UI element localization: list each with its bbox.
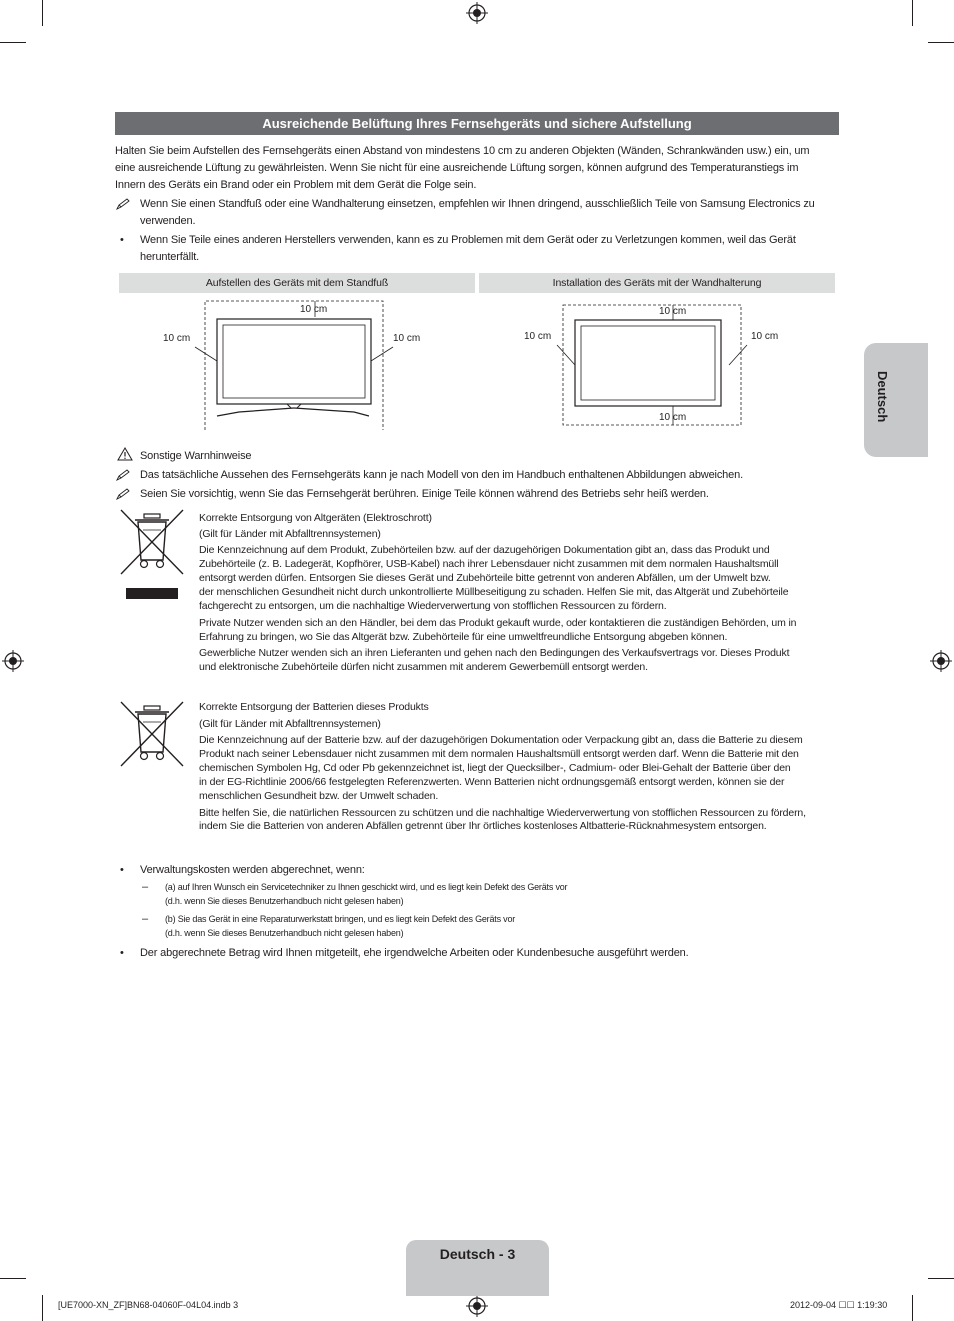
costs-item-a: (a) auf Ihren Wunsch ein Servicetechniker zu Ihnen geschickt wird, und es liegt kein Defekt des Geräts vor <box>165 882 568 892</box>
battery-line: menschlichen Gesundheit bzw. der Umwelt schaden. <box>199 790 439 802</box>
battery-help: indem Sie die Batterien von anderen Abfällen getrennt über Ihr örtliches kostenloses Altbatterie-Rücknahmesystem entsorgen. <box>199 820 767 832</box>
language-tab-label: Deutsch <box>875 371 890 423</box>
bullet-line: Wenn Sie Teile eines anderen Herstellers verwenden, kann es zu Problemen mit dem Gerät oder zu Verletzungen kommen, weil das Gerät <box>140 234 796 246</box>
weee-business: und elektronische Zubehörteile dürfen nicht zusammen mit anderem Gewerbemüll entsorgt werden. <box>199 661 648 673</box>
bullet-mark: • <box>120 864 124 876</box>
page-number-tab <box>406 1240 549 1296</box>
crop-mark <box>0 1278 26 1279</box>
print-file-info: [UE7000-XN_ZF]BN68-04060F-04L04.indb 3 <box>58 1300 239 1310</box>
dash-mark: – <box>142 913 149 925</box>
note-pencil-icon <box>116 198 131 210</box>
wall-figure-title: Installation des Geräts mit der Wandhalterung <box>479 273 835 293</box>
stand-mount-diagram <box>119 295 475 430</box>
weee-private: Erfahrung zu bringen, wo Sie das Altgerät bzw. Zubehörteile für eine umweltfreundliche Entsorgung abgeben können. <box>199 631 728 643</box>
battery-line: chemischen Symbolen Hg, Cd oder Pb gekennzeichnet ist, liegt der Quecksilber-, Cadmium- oder Blei-Gehalt der Batterie über den <box>199 762 791 774</box>
stand-figure-title: Aufstellen des Geräts mit dem Standfuß <box>119 273 475 293</box>
bullet-line: herunterfällt. <box>140 251 200 263</box>
costs-item-b: (b) Sie das Gerät in eine Reparaturwerkstatt bringen, und es liegt kein Defekt des Geräts vor <box>165 914 516 924</box>
weee-business: Gewerbliche Nutzer wenden sich an ihren Lieferanten und gehen nach den Bedingungen des Verkaufsvertrags vor. Dieses Produkt <box>199 647 790 659</box>
bullet-mark: • <box>120 947 124 959</box>
battery-line: Produkt nach seiner Lebensdauer nicht zusammen mit dem normalen Haushaltsmüll entsorgt werden darf. Wenn die Batterie mit den <box>199 748 799 760</box>
crop-mark <box>42 0 43 26</box>
crop-mark <box>0 42 26 43</box>
battery-subtitle: (Gilt für Länder mit Abfalltrennsystemen) <box>199 718 381 730</box>
weee-line: fachgerecht zu entsorgen, um die nachhaltige Wiederverwertung von stofflichen Ressourcen zu fördern. <box>199 600 667 612</box>
weee-title: Korrekte Entsorgung von Altgeräten (Elektroschrott) <box>199 512 432 524</box>
distance-label-right: 10 cm <box>751 331 779 342</box>
costs-item-b: (d.h. wenn Sie dieses Benutzerhandbuch nicht gelesen haben) <box>165 928 404 938</box>
note-pencil-icon <box>116 488 131 500</box>
battery-line: Die Kennzeichnung auf der Batterie bzw. auf der dazugehörigen Dokumentation oder Verpackung gibt an, dass die Batterie zu diesem <box>199 734 803 746</box>
page-number: Deutsch - 3 <box>439 1246 516 1262</box>
print-date-info: 2012-09-04 ☐☐ 1:19:30 <box>790 1300 888 1310</box>
costs-bullet: Verwaltungskosten werden abgerechnet, wenn: <box>140 864 365 876</box>
crop-mark <box>42 1295 43 1321</box>
distance-label-top: 10 cm <box>300 304 328 315</box>
registration-mark-icon <box>466 2 488 24</box>
battery-line: in der EG-Richtlinie 2006/66 festgelegten Referenzwerten. Wenn Batterien nicht ordnungsgemäß entsorgt werden, können sie der <box>199 776 785 788</box>
warnings-heading: Sonstige Warnhinweise <box>140 450 252 462</box>
wall-mount-diagram <box>479 295 835 430</box>
weee-line: Die Kennzeichnung auf dem Produkt, Zubehörteilen bzw. auf der dazugehörigen Dokumentation gibt an, dass das Produkt und <box>199 544 770 556</box>
warning-note: Seien Sie vorsichtig, wenn Sie das Fernsehgerät berühren. Einige Teile können während des Betriebs sehr heiß werden. <box>140 488 709 500</box>
distance-label-left: 10 cm <box>163 333 191 344</box>
intro-line: Innern des Geräts ein Brand oder ein Problem mit dem Gerät die Folge sein. <box>115 179 477 191</box>
crossed-out-battery-bin-icon <box>119 700 185 768</box>
costs-final: Der abgerechnete Betrag wird Ihnen mitgeteilt, ehe irgendwelche Arbeiten oder Kundenbesuche ausgeführt werden. <box>140 947 689 959</box>
weee-line: der menschlichen Gesundheit nicht durch unkontrollierte Müllbeseitigung zu schaden. Helfen Sie mit, das Altgerät und Zubehörteile <box>199 586 789 598</box>
distance-label-left: 10 cm <box>524 331 552 342</box>
weee-line: Zubehörteile (z. B. Ladegerät, Kopfhörer, USB-Kabel) nach ihrer Lebensdauer nicht zusammen mit dem normalen Haushaltsmüll <box>199 558 779 570</box>
distance-label-bottom: 10 cm <box>659 412 687 423</box>
crop-mark <box>912 1295 913 1321</box>
battery-help: Bitte helfen Sie, die natürlichen Ressourcen zu schützen und die nachhaltige Wiederverwertung von stofflichen Ressourcen zu fördern, <box>199 807 806 819</box>
weee-line: entsorgt werden dürfen. Entsorgen Sie dieses Gerät und Zubehörteile bitte getrennt von anderen Abfällen, um der Umwelt bzw. <box>199 572 771 584</box>
crop-mark <box>928 1278 954 1279</box>
weee-subtitle: (Gilt für Länder mit Abfalltrennsystemen) <box>199 528 381 540</box>
crop-mark <box>928 42 954 43</box>
weee-private: Private Nutzer wenden sich an den Händler, bei dem das Produkt gekauft wurde, oder kontaktieren die zuständigen Behörden, um in <box>199 617 797 629</box>
warning-note: Das tatsächliche Aussehen des Fernsehgeräts kann je nach Modell von den im Handbuch enthaltenen Abbildungen abweichen. <box>140 469 743 481</box>
distance-label-right: 10 cm <box>393 333 421 344</box>
warning-triangle-icon <box>117 447 133 461</box>
battery-title: Korrekte Entsorgung der Batterien dieses Produkts <box>199 701 429 713</box>
registration-mark-icon <box>466 1295 488 1317</box>
registration-mark-icon <box>2 650 24 672</box>
distance-label-top: 10 cm <box>659 306 687 317</box>
costs-item-a: (d.h. wenn Sie dieses Benutzerhandbuch nicht gelesen haben) <box>165 896 404 906</box>
intro-line: Halten Sie beim Aufstellen des Fernsehgeräts einen Abstand von mindestens 10 cm zu anderen Objekten (Wänden, Schrankwänden usw.) ein, um <box>115 145 810 157</box>
note-line: Wenn Sie einen Standfuß oder eine Wandhalterung einsetzen, empfehlen wir Ihnen dringend, ausschließlich Teile von Samsung Electronics zu <box>140 198 815 210</box>
dash-mark: – <box>142 881 149 893</box>
note-line: verwenden. <box>140 215 196 227</box>
note-pencil-icon <box>116 469 131 481</box>
crossed-out-bin-icon <box>119 508 185 602</box>
registration-mark-icon <box>930 650 952 672</box>
crop-mark <box>912 0 913 26</box>
section-title: Ausreichende Belüftung Ihres Fernsehgeräts und sichere Aufstellung <box>115 112 839 135</box>
bullet-mark: • <box>120 234 124 246</box>
language-side-tab <box>864 343 928 457</box>
intro-line: eine ausreichende Lüftung zu gewährleisten. Wenn Sie nicht für eine ausreichende Lüftung sorgen, können aufgrund des Temperaturanstiegs im <box>115 162 799 174</box>
